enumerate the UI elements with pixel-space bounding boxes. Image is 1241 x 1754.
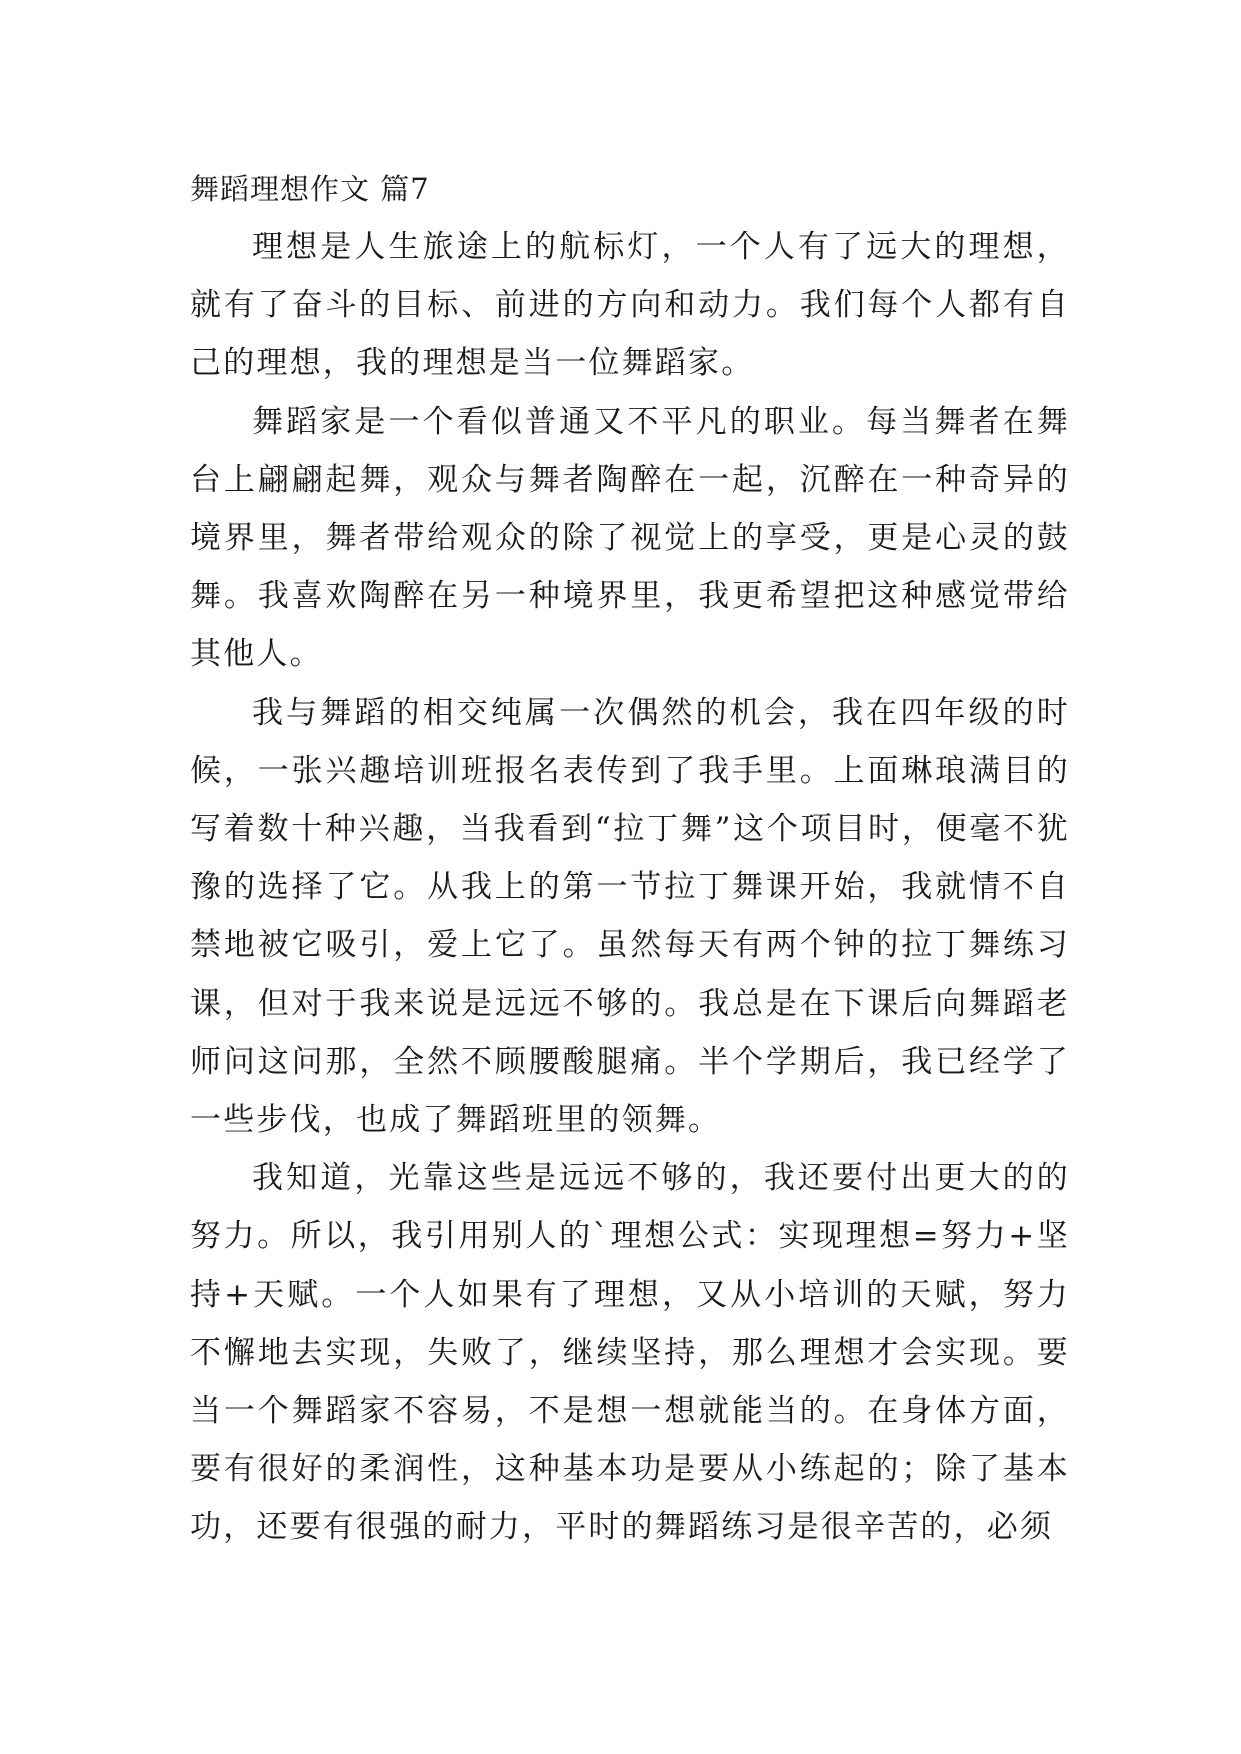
paragraph-1: 理想是人生旅途上的航标灯，一个人有了远大的理想，就有了奋斗的目标、前进的方向和动力。我们每个人都有自己的理想，我的理想是当一位舞蹈家。	[190, 229, 1070, 382]
paragraph-3: 我与舞蹈的相交纯属一次偶然的机会，我在四年级的时候，一张兴趣培训班报名表传到了我手里。上面琳琅满目的写着数十种兴趣，当我看到“拉丁舞”这个项目时，便毫不犹豫的选择了它。从我上的第一节拉丁舞课开始，我就情不自禁地被它吸引，爱上它了。虽然每天有两个钟的拉丁舞练习课，但对于我来说是远远不够的。我总是在下课后向舞蹈老师问这问那，全然不顾腰酸腿痛。半个学期后，我已经学了一些步伐，也成了舞蹈班里的领舞。	[190, 694, 1070, 1139]
paragraph-2: 舞蹈家是一个看似普通又不平凡的职业。每当舞者在舞台上翩翩起舞，观众与舞者陶醉在一起，沉醉在一种奇异的境界里，舞者带给观众的除了视觉上的享受，更是心灵的鼓舞。我喜欢陶醉在另一种境界里，我更希望把这种感觉带给其他人。	[190, 403, 1070, 673]
paragraph-4: 我知道，光靠这些是远远不够的，我还要付出更大的的努力。所以，我引用别人的`理想公式：实现理想=努力+坚持+天赋。一个人如果有了理想，又从小培训的天赋，努力不懈地去实现，失败了，继续坚持，那么理想才会实现。要当一个舞蹈家不容易，不是想一想就能当的。在身体方面，要有很好的柔润性，这种基本功是要从小练起的；除了基本功，还要有很强的耐力，平时的舞蹈练习是很辛苦的，必须	[190, 1160, 1070, 1546]
document-title: 舞蹈理想作文 篇7	[190, 172, 430, 206]
document-body	[190, 160, 1070, 1557]
